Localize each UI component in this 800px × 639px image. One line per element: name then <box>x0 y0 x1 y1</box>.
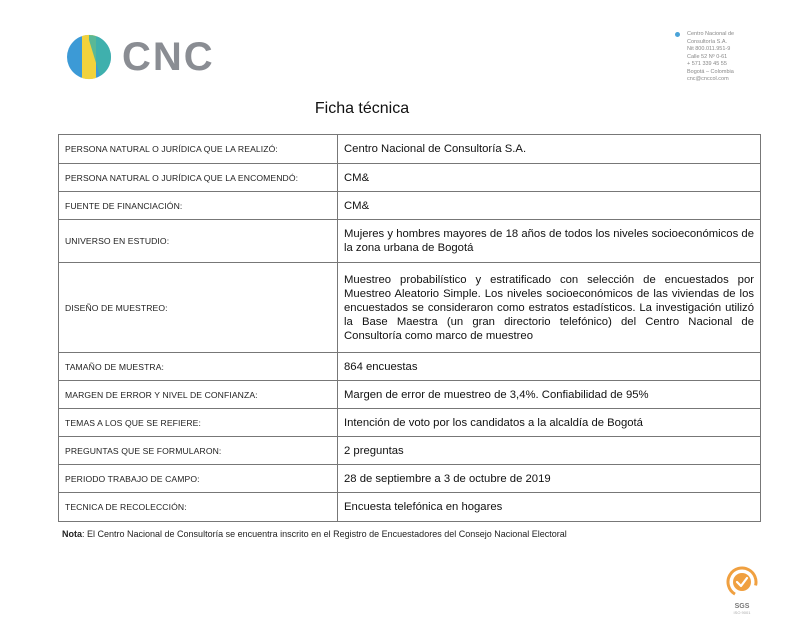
row-label: PERSONA NATURAL O JURÍDICA QUE LA ENCOMENDÓ: <box>59 164 338 192</box>
row-value: Margen de error de muestreo de 3,4%. Confiabilidad de 95% <box>338 381 761 409</box>
contact-line: + 571 339 45 55 <box>687 61 727 67</box>
row-value: Centro Nacional de Consultoría S.A. <box>338 135 761 164</box>
row-value: CM& <box>338 192 761 220</box>
table-row <box>59 192 761 220</box>
row-label: MARGEN DE ERROR Y NIVEL DE CONFIANZA: <box>59 381 338 409</box>
row-value: 2 preguntas <box>338 437 761 465</box>
contact-line: Calle 52 Nº 0-61 <box>687 53 728 60</box>
table-row <box>59 353 761 381</box>
footnote <box>62 529 567 539</box>
sgs-seal-icon <box>720 566 764 600</box>
footnote-text: : El Centro Nacional de Consultoría se encuentra inscrito en el Registro de Encuestadores del Consejo Nacional Electoral <box>82 529 567 539</box>
row-value: CM& <box>338 164 761 192</box>
footnote-label: Nota <box>62 529 82 539</box>
row-value: Intención de voto por los candidatos a la alcaldía de Bogotá <box>338 409 761 437</box>
row-value: 864 encuestas <box>338 353 761 381</box>
sgs-certification-seal <box>718 566 766 615</box>
contact-line: Consultoría S.A. <box>687 38 728 45</box>
contact-line: cnc@cnccol.com <box>687 76 729 82</box>
table-row <box>59 135 761 164</box>
row-label: TECNICA DE RECOLECCIÓN: <box>59 493 338 522</box>
sgs-sub: ISO 9001 <box>733 610 751 615</box>
contact-line: Bogotá – Colombia <box>687 68 734 75</box>
row-label: DISEÑO DE MUESTREO: <box>59 263 338 353</box>
row-label: UNIVERSO EN ESTUDIO: <box>59 220 338 263</box>
row-value: 28 de septiembre a 3 de octubre de 2019 <box>338 465 761 493</box>
table-row <box>59 164 761 192</box>
row-label: FUENTE DE FINANCIACIÓN: <box>59 192 338 220</box>
row-label: TEMAS A LOS QUE SE REFIERE: <box>59 409 338 437</box>
table-row <box>59 465 761 493</box>
table-row <box>59 263 761 353</box>
contact-line: Centro Nacional de <box>687 31 735 37</box>
table-row <box>59 437 761 465</box>
contact-block <box>676 31 734 84</box>
cnc-logo <box>66 34 215 80</box>
row-value: Encuesta telefónica en hogares <box>338 493 761 522</box>
table-row <box>59 493 761 522</box>
sgs-label: SGS <box>734 603 750 610</box>
row-value: Mujeres y hombres mayores de 18 años de todos los niveles socioeconómicos de la zona urbana de Bogotá <box>338 220 761 263</box>
row-value: Muestreo probabilístico y estratificado con selección de encuestados por Muestreo Aleatorio Simple. Los niveles socioeconómicos de las viviendas de los encuestados se consideraron como estratos estadísticos. La investigación utilizó la Base Maestra (un gran directorio telefónico) del Centro Nacional de Consultoría como marco de muestreo <box>338 263 761 353</box>
table-row <box>59 220 761 263</box>
contact-line: Nit 800.011.951-9 <box>687 46 731 52</box>
row-label: PERSONA NATURAL O JURÍDICA QUE LA REALIZÓ: <box>59 135 338 164</box>
table-row <box>59 409 761 437</box>
ficha-table <box>58 134 761 522</box>
row-label: PREGUNTAS QUE SE FORMULARON: <box>59 437 338 465</box>
page-title <box>0 100 800 118</box>
row-label: TAMAÑO DE MUESTRA: <box>59 353 338 381</box>
row-label: PERIODO TRABAJO DE CAMPO: <box>59 465 338 493</box>
logo-text: CNC <box>122 34 215 79</box>
table-row <box>59 381 761 409</box>
page-title-text: Ficha técnica <box>314 100 410 117</box>
cnc-logo-icon <box>66 34 112 80</box>
contact-bullet-icon <box>675 32 680 37</box>
